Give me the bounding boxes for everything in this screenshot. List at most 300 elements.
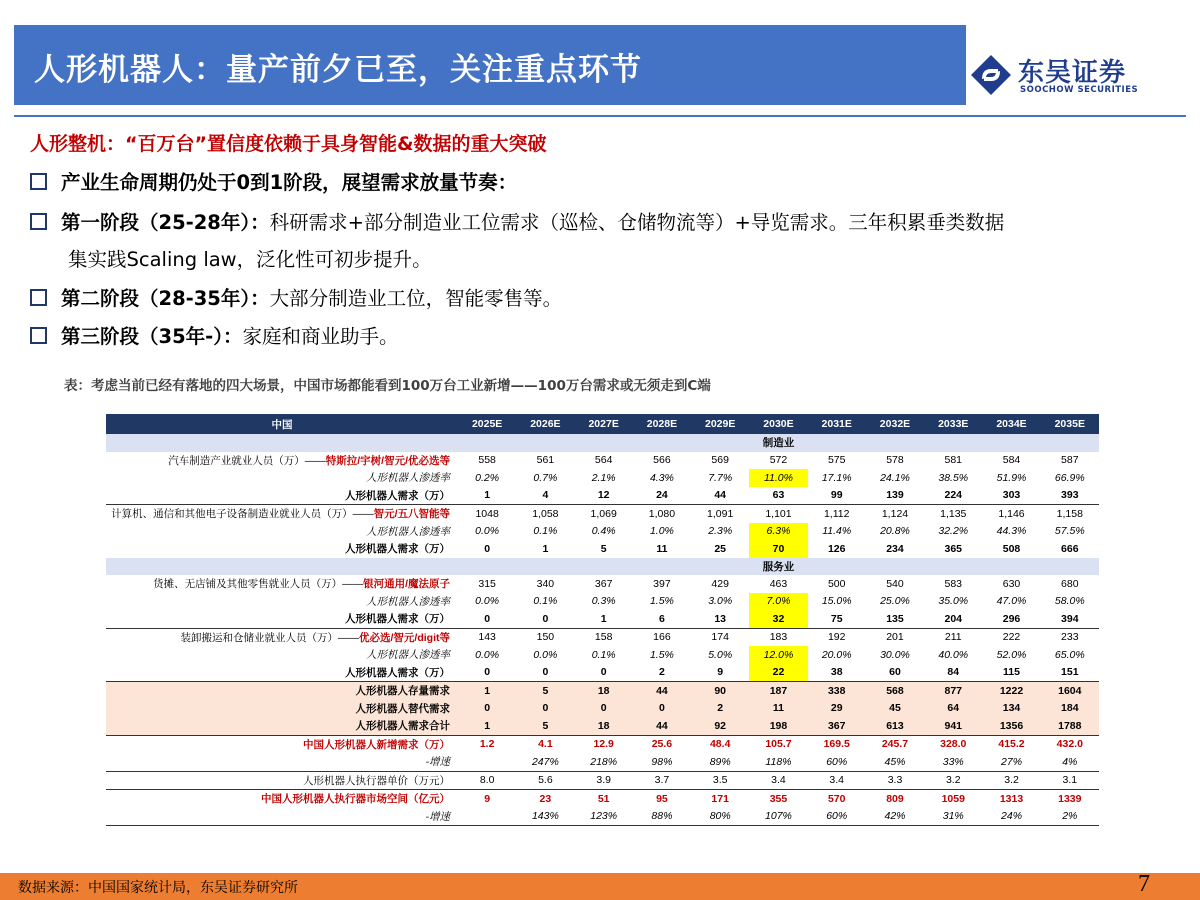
section-cell xyxy=(458,434,516,452)
row-label xyxy=(106,771,458,790)
row-label xyxy=(106,593,458,611)
table-cell: 1,124 xyxy=(866,505,924,523)
table-cell: 47.0% xyxy=(996,595,1027,608)
table-cell: 3.1 xyxy=(1041,771,1099,790)
table-cell: 17.1% xyxy=(821,471,852,484)
demand-forecast-table xyxy=(106,414,1099,826)
bullet-2-continuation: 集实践Scaling law，泛化性可初步提升。 xyxy=(68,248,432,271)
table-cell: 303 xyxy=(1002,489,1021,502)
table-cell: 20.8% xyxy=(880,525,910,538)
table-cell: 1,135 xyxy=(924,505,982,523)
row-label-text: 人形机器人需求（万） xyxy=(345,489,450,502)
table-cell: 0 xyxy=(633,700,691,718)
table-cell: 80% xyxy=(691,808,749,826)
bullet-2-heading: 第一阶段（25-28年）： xyxy=(61,211,270,234)
table-cell: 60% xyxy=(808,808,866,826)
row-company-tag: 优必选/智元/digit等 xyxy=(359,631,450,644)
table-cell: 90 xyxy=(691,682,749,700)
table-cell: 1,101 xyxy=(749,505,807,523)
table-cell: 150 xyxy=(516,628,574,646)
table-cell: 24 xyxy=(656,489,668,502)
table-row xyxy=(106,790,1099,808)
row-label xyxy=(106,487,458,505)
table-cell: 3.4 xyxy=(808,771,866,790)
table-cell: 95 xyxy=(633,790,691,808)
table-cell: 613 xyxy=(866,717,924,735)
page-number: 7 xyxy=(1138,871,1150,897)
table-cell: 166 xyxy=(633,628,691,646)
table-cell: 572 xyxy=(769,454,788,467)
table-cell: 45 xyxy=(866,700,924,718)
table-cell: 0.2% xyxy=(475,471,500,484)
row-label-text: -增速 xyxy=(425,810,450,823)
table-cell: 583 xyxy=(944,577,963,590)
table-cell: 32.2% xyxy=(938,525,969,538)
table-cell: 0.1% xyxy=(533,525,558,538)
row-label xyxy=(106,753,458,771)
table-cell: 2% xyxy=(1041,808,1099,826)
table-cell: 70 xyxy=(749,540,807,558)
bullet-2 xyxy=(30,206,1004,239)
table-cell: 234 xyxy=(886,542,904,555)
table-cell: 540 xyxy=(886,577,904,590)
table-cell: 575 xyxy=(827,454,846,467)
table-cell: 500 xyxy=(827,577,846,590)
section-label: 服务业 xyxy=(749,558,807,576)
table-cell: 429 xyxy=(711,577,729,590)
table-cell: 1 xyxy=(484,489,491,502)
table-cell: 809 xyxy=(866,790,924,808)
table-cell: 0.0% xyxy=(475,525,500,538)
table-cell: 1222 xyxy=(982,682,1040,700)
table-cell: 24% xyxy=(982,808,1040,826)
table-cell: 365 xyxy=(944,542,963,555)
table-cell: 187 xyxy=(749,682,807,700)
table-cell: 415.2 xyxy=(982,735,1040,753)
table-cell: 158 xyxy=(575,628,633,646)
table-cell: 7.0% xyxy=(749,593,807,611)
table-cell: 463 xyxy=(769,577,788,590)
row-label xyxy=(106,540,458,558)
table-cell: 561 xyxy=(536,454,555,467)
table-cell: 5 xyxy=(516,682,574,700)
row-label-text: 人形机器人需求（万） xyxy=(345,666,450,679)
row-label xyxy=(106,808,458,826)
table-cell: 2 xyxy=(659,666,665,679)
table-cell: 60% xyxy=(826,755,848,768)
table-cell: 1313 xyxy=(982,790,1040,808)
row-label-text: 中国人形机器人新增需求（万） xyxy=(303,738,450,751)
table-row xyxy=(106,505,1099,523)
table-cell: 3.7 xyxy=(633,771,691,790)
table-cell: 89% xyxy=(709,755,731,768)
table-header-cell: 2027E xyxy=(575,414,633,434)
row-label-text: 货摊、无店铺及其他零售就业人员（万）—— xyxy=(153,578,364,591)
table-row xyxy=(106,610,1099,628)
bullet-2-text: 科研需求+部分制造业工位需求（巡检、仓储物流等）+导览需求。三年积累垂类数据 xyxy=(269,211,1005,234)
table-cell: 508 xyxy=(1002,542,1021,555)
table-cell: 630 xyxy=(1002,577,1021,590)
row-company-tag: 银河通用/魔法原子 xyxy=(363,578,450,591)
table-cell: 9 xyxy=(458,790,516,808)
table-row xyxy=(106,487,1099,505)
table-row xyxy=(106,700,1099,718)
row-company-tag: 特斯拉/宇树/智元/优必选等 xyxy=(325,454,450,467)
table-header-cell: 2028E xyxy=(633,414,691,434)
section-empty-cell xyxy=(106,434,458,452)
row-label-text: 人形机器人存量需求 xyxy=(355,685,450,698)
table-cell: 0.4% xyxy=(591,525,616,538)
table-header-cell: 2032E xyxy=(866,414,924,434)
table-cell: 174 xyxy=(691,628,749,646)
table-cell: 233 xyxy=(1041,628,1099,646)
table-cell: 1 xyxy=(600,612,607,625)
table-cell: 666 xyxy=(1061,542,1079,555)
table-cell: 23 xyxy=(516,790,574,808)
section-cell xyxy=(575,558,633,576)
row-label-text: 人形机器人需求（万） xyxy=(345,613,450,626)
table-cell: 394 xyxy=(1061,612,1079,625)
section-cell xyxy=(575,434,633,452)
table-cell: 315 xyxy=(478,577,496,590)
section-cell xyxy=(866,434,924,452)
table-cell: 5 xyxy=(600,542,607,555)
row-label xyxy=(106,469,458,487)
table-cell: 60 xyxy=(889,666,901,679)
table-cell: 0.3% xyxy=(591,595,616,608)
table-cell: 1.5% xyxy=(649,648,674,661)
table-cell: 25 xyxy=(714,542,727,555)
table-cell: 52.0% xyxy=(996,648,1027,661)
section-cell xyxy=(691,434,749,452)
row-label xyxy=(106,682,458,700)
table-cell: 3.4 xyxy=(749,771,807,790)
table-row xyxy=(106,771,1099,790)
row-label-text: 人形机器人需求合计 xyxy=(355,720,450,733)
table-cell: 6 xyxy=(659,612,665,625)
table-cell: 13 xyxy=(714,612,727,625)
table-cell: 1,069 xyxy=(575,505,633,523)
table-cell: 1,080 xyxy=(633,505,691,523)
row-label-text: 人形机器人渗透率 xyxy=(366,525,450,538)
table-cell: 4.1 xyxy=(516,735,574,753)
table-cell: 211 xyxy=(924,628,982,646)
header-divider xyxy=(14,115,1186,117)
table-cell: 11.0% xyxy=(749,469,807,487)
section-cell xyxy=(516,434,574,452)
table-cell: 98% xyxy=(651,755,673,768)
table-cell: 1,146 xyxy=(982,505,1040,523)
table-cell: 0 xyxy=(575,700,633,718)
table-header-cell: 2035E xyxy=(1041,414,1099,434)
table-cell: 57.5% xyxy=(1054,525,1085,538)
row-company-tag: 智元/五八智能等 xyxy=(373,508,450,521)
bullet-1 xyxy=(30,166,517,199)
table-cell: 1604 xyxy=(1041,682,1099,700)
table-cell: 99 xyxy=(830,489,843,502)
table-cell: 171 xyxy=(691,790,749,808)
row-label-text: 装卸搬运和仓储业就业人员（万）—— xyxy=(180,631,359,644)
table-cell: 32 xyxy=(749,610,807,628)
bullet-3 xyxy=(30,282,562,315)
table-header-row xyxy=(106,414,1099,434)
table-cell: 38.5% xyxy=(938,471,969,484)
table-cell: 877 xyxy=(924,682,982,700)
table-cell: 5.6 xyxy=(516,771,574,790)
section-cell xyxy=(633,434,691,452)
table-cell: 355 xyxy=(749,790,807,808)
table-cell: 44.3% xyxy=(996,525,1027,538)
row-label xyxy=(106,646,458,664)
table-cell: 143% xyxy=(516,808,574,826)
table-cell: 12.0% xyxy=(749,646,807,664)
table-cell: 3.2 xyxy=(982,771,1040,790)
table-cell: 1,091 xyxy=(691,505,749,523)
table-cell: 578 xyxy=(886,454,904,467)
table-caption: 表：考虑当前已经有落地的四大场景，中国市场都能看到100万台工业新增——100万台需求或无须走到C端 xyxy=(64,378,711,394)
table-cell: 222 xyxy=(982,628,1040,646)
table-cell: 92 xyxy=(691,717,749,735)
table-cell: 3.9 xyxy=(575,771,633,790)
section-cell xyxy=(1041,434,1099,452)
table-cell: 1,158 xyxy=(1041,505,1099,523)
table-cell: 12.9 xyxy=(575,735,633,753)
square-bullet-icon xyxy=(30,173,47,190)
table-header-cell: 2031E xyxy=(808,414,866,434)
table-cell xyxy=(458,808,516,826)
table-cell: 11 xyxy=(749,700,807,718)
section-cell xyxy=(633,558,691,576)
section-cell xyxy=(808,558,866,576)
table-row xyxy=(106,682,1099,700)
table-cell: 29 xyxy=(808,700,866,718)
table-cell: 3.2 xyxy=(924,771,982,790)
table-cell: 126 xyxy=(827,542,846,555)
section-row xyxy=(106,558,1099,576)
table-header-cell: 2030E xyxy=(749,414,807,434)
table-cell: 105.7 xyxy=(749,735,807,753)
table-cell: 1 xyxy=(458,682,516,700)
table-cell: 0.0% xyxy=(475,648,500,661)
row-label-text: 计算机、通信和其他电子设备制造业就业人员（万）—— xyxy=(111,508,374,521)
table-cell: 367 xyxy=(594,577,613,590)
table-cell: 3.5 xyxy=(691,771,749,790)
row-label xyxy=(106,628,458,646)
section-cell xyxy=(458,558,516,576)
table-cell: 1.0% xyxy=(649,525,674,538)
table-cell: 1 xyxy=(458,717,516,735)
table-cell: 569 xyxy=(711,454,729,467)
table-header-cell: 2034E xyxy=(982,414,1040,434)
table-cell: 1339 xyxy=(1041,790,1099,808)
table-cell: 0.7% xyxy=(533,471,558,484)
table-cell: 338 xyxy=(808,682,866,700)
section-label: 制造业 xyxy=(749,434,807,452)
table-cell: 564 xyxy=(594,454,613,467)
table-cell: 1356 xyxy=(982,717,1040,735)
row-label xyxy=(106,664,458,682)
table-cell: 1,112 xyxy=(808,505,866,523)
table-cell: 0 xyxy=(458,700,516,718)
logo-chinese-name: 东吴证券 xyxy=(1018,58,1127,88)
section-empty-cell xyxy=(106,558,458,576)
table-cell: 218% xyxy=(590,755,618,768)
bullet-4-heading: 第三阶段（35年-）： xyxy=(61,325,243,348)
table-cell: 296 xyxy=(1002,612,1021,625)
section-cell xyxy=(808,434,866,452)
table-cell: 1059 xyxy=(924,790,982,808)
row-label xyxy=(106,717,458,735)
page-title: 人形机器人：量产前夕已至，关注重点环节 xyxy=(34,52,642,88)
table-cell: 558 xyxy=(478,454,496,467)
table-cell: 1 xyxy=(542,542,549,555)
row-label-text: 人形机器人渗透率 xyxy=(366,472,450,485)
table-cell: 0 xyxy=(516,700,574,718)
soochow-logo-icon xyxy=(968,52,1014,98)
table-cell: 44 xyxy=(714,489,727,502)
table-cell: 33% xyxy=(942,755,964,768)
table-cell: 18 xyxy=(575,717,633,735)
table-cell: 2 xyxy=(691,700,749,718)
bullet-1-text: 产业生命周期仍处于0到1阶段，展望需求放量节奏： xyxy=(61,171,518,194)
table-cell: 30.0% xyxy=(880,648,910,661)
table-cell: 8.0 xyxy=(458,771,516,790)
table-cell: 75 xyxy=(830,612,843,625)
table-cell: 9 xyxy=(717,666,724,679)
table-cell: 107% xyxy=(749,808,807,826)
table-cell: 6.3% xyxy=(749,523,807,541)
table-cell: 42% xyxy=(866,808,924,826)
section-cell xyxy=(866,558,924,576)
table-cell: 134 xyxy=(982,700,1040,718)
row-label xyxy=(106,700,458,718)
table-cell: 44 xyxy=(633,717,691,735)
table-cell: 118% xyxy=(765,755,792,768)
table-row xyxy=(106,646,1099,664)
table-cell: 27% xyxy=(1001,755,1023,768)
table-cell: 1,058 xyxy=(516,505,574,523)
bullet-3-text: 大部分制造业工位，智能零售等。 xyxy=(269,287,563,310)
section-cell xyxy=(982,434,1040,452)
section-cell xyxy=(691,558,749,576)
table-cell: 63 xyxy=(772,489,785,502)
square-bullet-icon xyxy=(30,289,47,306)
row-label-text: 人形机器人渗透率 xyxy=(366,595,450,608)
table-cell: 11.4% xyxy=(822,525,852,538)
table-cell: 1.5% xyxy=(649,595,674,608)
table-cell: 51 xyxy=(575,790,633,808)
table-cell: 247% xyxy=(531,755,559,768)
table-cell: 58.0% xyxy=(1054,595,1085,608)
section-cell xyxy=(516,558,574,576)
table-cell: 587 xyxy=(1061,454,1079,467)
table-cell: 4% xyxy=(1062,755,1078,768)
table-cell: 198 xyxy=(749,717,807,735)
table-cell: 224 xyxy=(944,489,963,502)
table-cell: 143 xyxy=(458,628,516,646)
table-cell: 35.0% xyxy=(938,595,969,608)
section-subtitle: 人形整机：“百万台”置信度依赖于具身智能&数据的重大突破 xyxy=(30,133,547,155)
table-cell: 84 xyxy=(947,666,960,679)
table-cell: 0 xyxy=(542,612,549,625)
table-header-cell: 2029E xyxy=(691,414,749,434)
table-cell: 367 xyxy=(808,717,866,735)
table-cell: 1048 xyxy=(458,505,516,523)
table-cell: 680 xyxy=(1061,577,1079,590)
table-cell: 0 xyxy=(484,542,491,555)
data-source: 数据来源：中国国家统计局，东吴证券研究所 xyxy=(18,880,298,896)
section-cell xyxy=(982,558,1040,576)
row-label-text: 人形机器人渗透率 xyxy=(366,649,450,662)
table-cell: 204 xyxy=(944,612,963,625)
table-cell: 340 xyxy=(536,577,555,590)
table-cell: 20.0% xyxy=(821,648,852,661)
row-label xyxy=(106,610,458,628)
table-cell xyxy=(458,753,516,771)
table-cell: 192 xyxy=(808,628,866,646)
table-row xyxy=(106,469,1099,487)
table-cell: 4 xyxy=(542,489,549,502)
row-label-text: 人形机器人替代需求 xyxy=(355,702,450,715)
table-cell: 88% xyxy=(633,808,691,826)
table-cell: 15.0% xyxy=(821,595,852,608)
table-row xyxy=(106,575,1099,593)
table-cell: 11 xyxy=(656,542,668,555)
table-cell: 5.0% xyxy=(708,648,733,661)
section-cell xyxy=(924,558,982,576)
table-cell: 139 xyxy=(886,489,904,502)
table-cell: 570 xyxy=(808,790,866,808)
table-cell: 25.0% xyxy=(880,595,910,608)
table-header-cell: 2026E xyxy=(516,414,574,434)
table-cell: 1.2 xyxy=(458,735,516,753)
table-cell: 0 xyxy=(484,612,491,625)
table-cell: 12 xyxy=(597,489,610,502)
row-label-text: -增速 xyxy=(425,756,450,769)
table-cell: 0 xyxy=(600,666,607,679)
row-label xyxy=(106,523,458,541)
table-cell: 245.7 xyxy=(866,735,924,753)
table-cell: 328.0 xyxy=(924,735,982,753)
table-cell: 44 xyxy=(633,682,691,700)
table-cell: 1788 xyxy=(1041,717,1099,735)
table-header-cell: 2033E xyxy=(924,414,982,434)
table-cell: 66.9% xyxy=(1054,471,1085,484)
table-row xyxy=(106,540,1099,558)
bullet-3-heading: 第二阶段（28-35年）： xyxy=(61,287,270,310)
section-cell xyxy=(924,434,982,452)
table-cell: 7.7% xyxy=(708,471,733,484)
table-cell: 568 xyxy=(866,682,924,700)
row-label-text: 汽车制造产业就业人员（万）—— xyxy=(168,454,326,467)
row-label-text: 人形机器人执行器单价（万元） xyxy=(303,774,450,787)
row-label xyxy=(106,452,458,470)
table-cell: 24.1% xyxy=(880,471,910,484)
table-cell: 397 xyxy=(653,577,671,590)
section-cell xyxy=(1041,558,1099,576)
table-row xyxy=(106,628,1099,646)
table-row xyxy=(106,735,1099,753)
table-header-cell: 2025E xyxy=(458,414,516,434)
table-cell: 0.0% xyxy=(533,648,558,661)
table-cell: 169.5 xyxy=(808,735,866,753)
table-cell: 3.0% xyxy=(708,595,733,608)
table-cell: 31% xyxy=(924,808,982,826)
table-cell: 581 xyxy=(944,454,963,467)
table-cell: 65.0% xyxy=(1054,648,1085,661)
table-cell: 135 xyxy=(886,612,904,625)
table-cell: 151 xyxy=(1061,666,1079,679)
